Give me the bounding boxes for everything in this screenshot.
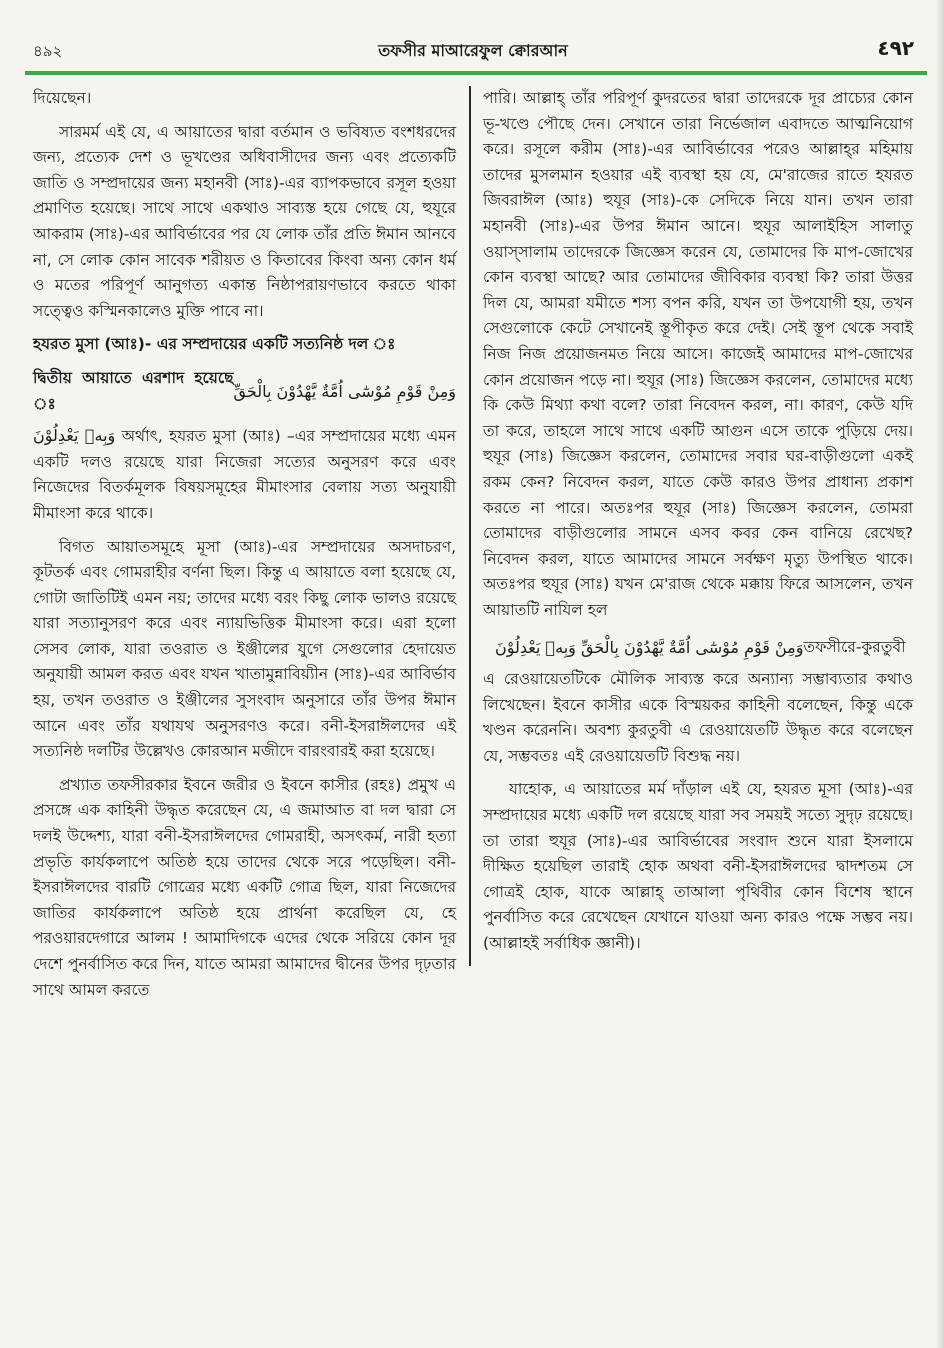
continuation-text: দিয়েছেন। — [33, 89, 92, 107]
verse-intro: দ্বিতীয় আয়াতে এরশাদ হয়েছে ঃ — [33, 368, 234, 413]
left-column — [33, 86, 456, 1011]
section-heading: হযরত মুসা (আঃ)- এর সম্প্রদায়ের একটি সত্যনিষ্ঠ দল ঃ — [33, 335, 396, 354]
commentary-paragraph: এ রেওয়ায়েতটিকে মৌলিক সাব্যস্ত করে অন্যান্য সম্ভাব্যতার কথাও লিখেছেন। ইবনে কাসীর একে বিস্ময়কর কাহিনী বলেছেন, কিন্তু একে খণ্ডন করেননি। অবশ্য কুরতুবী এ রেওয়ায়েতটি উদ্ধৃত করে বলেছেন যে, সম্ভবতঃ এই রেওয়ায়েতটি বিশুদ্ধ নয়। — [483, 670, 913, 765]
story-continuation: পারি। আল্লাহ্ তাঁর পরিপূর্ণ কুদরতের দ্বারা তাদেরকে দূর প্রাচ্যের কোন ভূ-খণ্ডে পৌছে দেন। সেখানে তারা নির্ভেজাল এবাদতে আত্মনিয়োগ করে। রসূলে করীম (সাঃ)-এর আবির্ভাবের পরেও আল্লাহ্‌র মহিমায় তাদের মুসলমান হওয়ার এই ব্যবস্থা হয় যে, মে'রাজের রাতে হযরত জিবরাঈল (আঃ) হুযূর (সাঃ)-কে সেদিকে নিয়ে যান। তখন তারা মহানবী (সাঃ)-এর উপর ঈমান আনে। হুযূর আলাইহিস সালাতু ওয়াস্সালাম তাদেরকে জিজ্ঞেস করেন যে, তোমাদের কি মাপ-জোখের কোন ব্যবস্থা আছে? আর তোমাদের জীবিকার ব্যবস্থা কি? তারা উত্তর দিল যে, আমরা যমীতে শস্য বপন করি, যখন তা উপযোগী হয়, তখন সেগুলোকে কেটে সেখানেই স্তূপীকৃত করে দেই। সেই স্তূপ থেকে সবাই নিজ নিজ প্রয়োজনমত নিয়ে আসে। কাজেই আমাদের মাপ-জোখের কোন প্রয়োজন পড়ে না। হুযূর (সাঃ) জিজ্ঞেস করলেন, তোমাদের মধ্যে কি কেউ মিথ্যা কথা বলে? তারা নিবেদন করল, না। কারণ, কেউ যদি তা করে, তাহলে সাথে সাথে একটি আগুন এসে তাকে পুড়িয়ে দেয়। হুযূর (সাঃ) জিজ্ঞেস করলেন, তোমাদের সবার ঘর-বাড়ীগুলো একই রকম কেন? নিবেদন করল, যাতে কেউ কারও উপর প্রাধান্য প্রকাশ করতে না পারে। অতঃপর হুযূর (সাঃ) জিজ্ঞেস করলেন, তোমরা তোমাদের বাড়ীগুলোর সামনে এসব কবর কেন বানিয়ে রেখেছ? নিবেদন করল, যাতে আমাদের সামনে সর্বক্ষণ মৃত্যু উপস্থিত থাকে। অতঃপর হুযূর (সাঃ) যখন মে'রাজ থেকে মক্কায় ফিরে আসলেন, তখন আয়াতটি নাযিল হল — [483, 89, 913, 619]
column-divider — [469, 86, 471, 966]
verse-translation-paragraph — [33, 423, 456, 526]
right-column — [483, 86, 913, 965]
source-label: তফসীরে-কুরতুবী — [803, 638, 906, 657]
verse-citation-row — [483, 631, 913, 667]
verse-arabic-full: وَمِنْ قَوْمِ مُوْسٰٓى اُمَّةٌ يَّهْدُوْنَ بِالْحَقِّ وَبِهٖ يَعْدِلُوْنَ — [495, 638, 804, 658]
page-header — [30, 36, 916, 64]
conclusion-paragraph: যাহোক, এ আয়াতের মর্ম দাঁড়াল এই যে, হযরত মূসা (আঃ)-এর সম্প্রদায়ের মধ্যে একটি দল রয়েছে যারা সব সময়ই সত্যে সুদৃঢ় রয়েছে। তা তারা হুযূর (সাঃ)-এর আবির্ভাবের সংবাদ শুনে যারা ইসলামে দীক্ষিত হয়েছিল তারাই হোক অথবা বনী-ইসরাঈলদের দ্বাদশতম সে গোত্রই হোক, যাকে আল্লাহ্ তাআলা পৃথিবীর কোন বিশেষ স্থানে পুনর্বাসিত করে রেখেছেন যেখানে যাওয়া অন্য কারও পক্ষে সম্ভব নয়। (আল্লাহই সর্বাধিক জ্ঞানী)। — [483, 780, 913, 952]
verse-arabic-part-2: وَبِهٖ يَعْدِلُوْنَ — [33, 426, 116, 446]
explanation-paragraph: বিগত আয়াতসমূহে মূসা (আঃ)-এর সম্প্রদায়ের অসদাচরণ, কূটতর্ক এবং গোমরাহীর বর্ণনা ছিল। কিন্তু এ আয়াতে বলা হয়েছে যে, গোটা জাতিটিই এমন নয়; তাদের মধ্যে বরং কিছু লোক ভালও রয়েছে যারা সত্যানুসরণ করে এবং ন্যায়ভিত্তিক মীমাংসা করে। এরা হলো সেসব লোক, যারা তওরাত ও ইঞ্জীলের যুগে সেগুলোর হেদায়েত অনুযায়ী আমল করত এবং যখন খাতামুন্নাবিয়্যীন (সাঃ)-এর আবির্ভাব হয়, তখন তওরাত ও ইঞ্জীলের সুসংবাদ অনুসারে তাঁর উপর ঈমান আনে এবং তাঁর যথাযথ অনুসরণও করে। বনী-ইসরাঈলদের এই সত্যনিষ্ঠ দলটির উল্লেখও কোরআন মজীদে বারংবারই করা হয়েছে। — [33, 537, 456, 761]
verse-arabic-part-1: وَمِنْ قَوْمِ مُوْسٰٓى اُمَّةٌ يَّهْدُوْنَ بِالْحَقِّ — [233, 381, 456, 401]
page-number-arabic: ٤٩٢ — [877, 36, 914, 60]
verse-intro-row — [33, 366, 456, 417]
verse-translation: অর্থাৎ, হযরত মুসা (আঃ) –এর সম্প্রদায়ের মধ্যে এমন একটি দলও রয়েছে যারা নিজেরা সত্যের অনুসরণ করে এবং নিজেদের বিতর্কমূলক বিষয়সমূহের মীমাংসার বেলায় সত্য অনুযায়ী মীমাংসা করে থাকে। — [33, 427, 456, 522]
summary-paragraph: সারমর্ম এই যে, এ আয়াতের দ্বারা বর্তমান ও ভবিষ্যত বংশধরদের জন্য, প্রত্যেক দেশ ও ভূখণ্ডের অধিবাসীদের জন্য এবং প্রত্যেকটি জাতি ও সম্প্রদায়ের জন্য মহানবী (সাঃ)-এর ব্যাপকভাবে রসূল হওয়া প্রমাণিত হয়েছে। সাথে সাথে একথাও সাব্যস্ত হয়ে গেছে যে, হুযূরে আকরাম (সাঃ)-এর আবির্ভাবের পর যে লোক তাঁর প্রতি ঈমান আনবে না, সে লোক কোন সাবেক শরীয়ত ও কিতাবের কিংবা অন্য কোন ধর্ম ও মতের পরিপূর্ণ আনুগত্য একান্ত নিষ্ঠাপরায়ণভাবে করতে থাকা সত্ত্বেও কস্মিনকালেও মুক্তি পাবে না। — [33, 122, 456, 320]
scan-edge-shade — [935, 0, 944, 1348]
story-paragraph: প্রখ্যাত তফসীরকার ইবনে জরীর ও ইবনে কাসীর (রহঃ) প্রমুখ এ প্রসঙ্গে এক কাহিনী উদ্ধৃত করেছেন যে, এ জমাআত বা দল দ্বারা সে দলই উদ্দেশ্য, যারা বনী-ইসরাঈলদের গোমরাহী, অসৎকর্ম, নারী হত্যা প্রভৃতি কার্যকলাপে অতিষ্ঠ হয়ে তাদের থেকে সরে পড়েছিল। বনী-ইসরাঈলদের বারটি গোত্রের মধ্যে একটি গোত্র ছিল, যারা নিজেদের জাতির কার্যকলাপে অতিষ্ঠ হয়ে প্রার্থনা করেছিল যে, হে পরওয়ারদেগারে আলম ! আমাদিগকে এদের থেকে সরিয়ে কোন দূর দেশে পুনর্বাসিত করে দিন, যাতে আমরা আমাদের দ্বীনের উপর দৃঢ়তার সাথে আমল করতে — [33, 775, 457, 999]
book-title: তফসীর মাআরেফুল ক্বোরআন — [378, 41, 568, 60]
page-number-bengali: ৪৯২ — [33, 42, 63, 60]
header-green-rule — [25, 71, 927, 75]
